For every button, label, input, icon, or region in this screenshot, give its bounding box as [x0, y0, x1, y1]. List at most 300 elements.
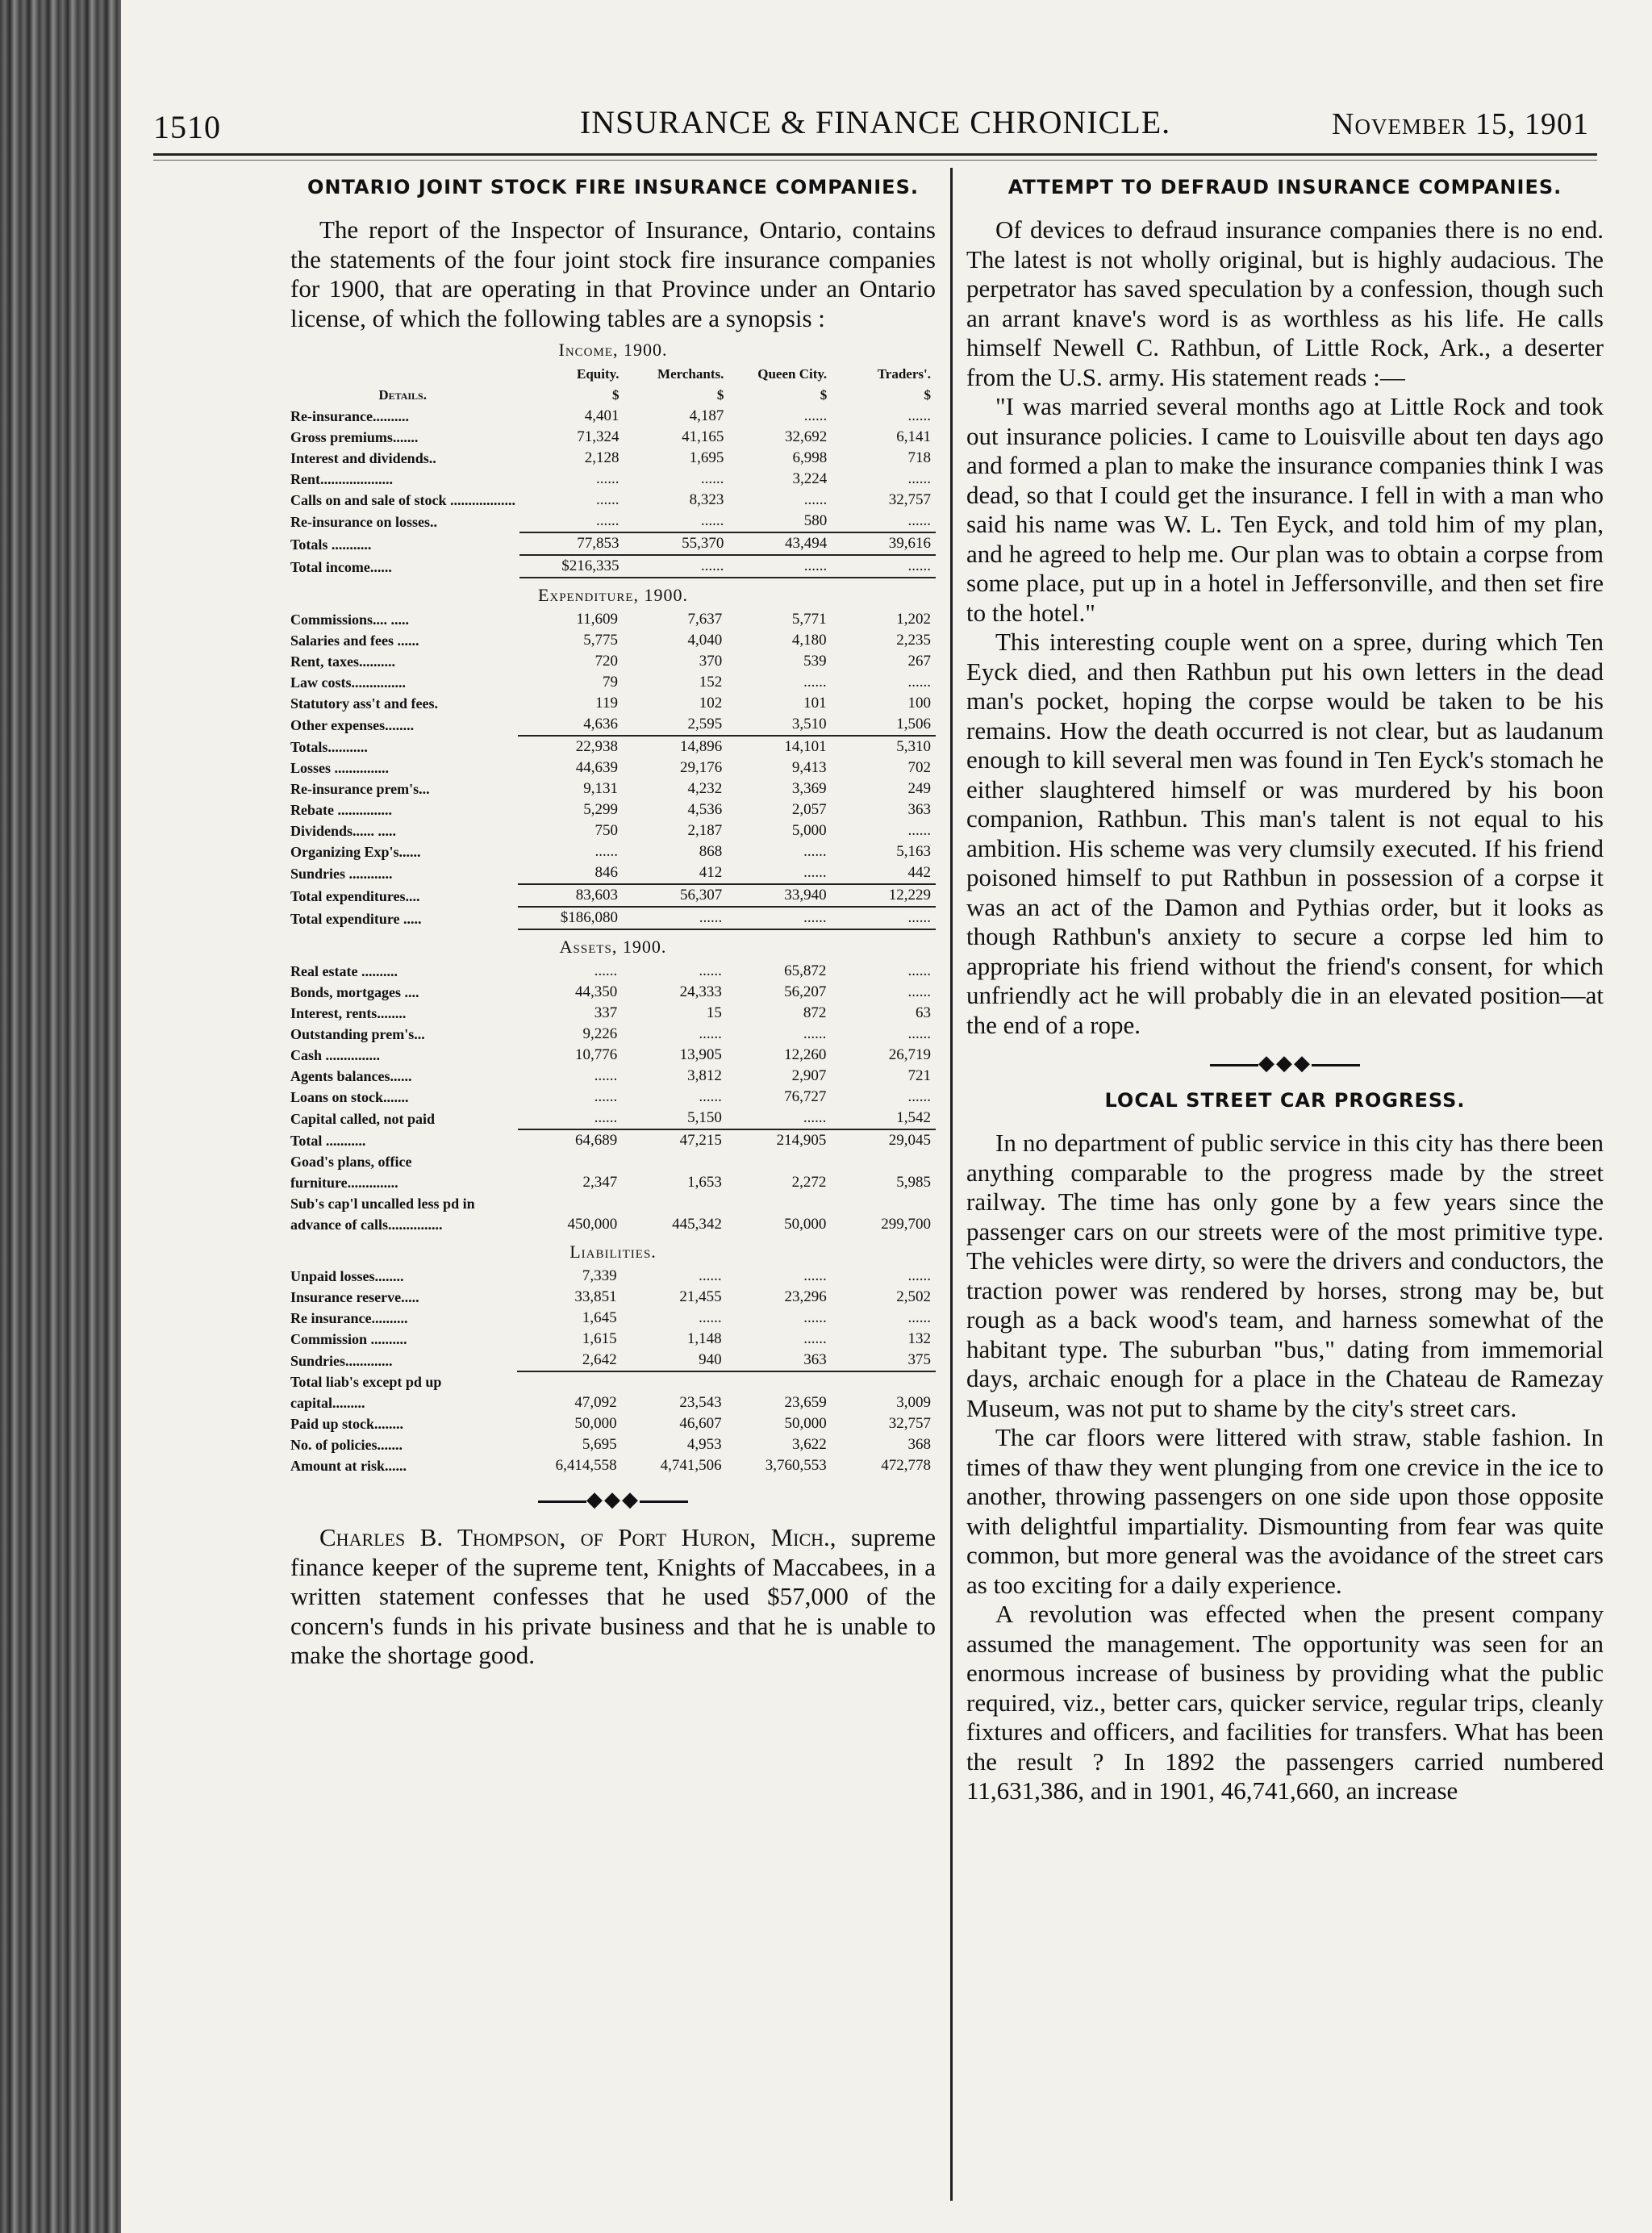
row-label: Organizing Exp's...... — [290, 844, 421, 860]
streetcar-p1: In no department of public service in this city has there been anything comparable to the progress made by the street railway. The time has only gone by a few years since the passenger cars on our streets were of the most primitive type. The vehicles were dirty, so were the drivers and conductors, the traction power was rendered by horses, strong may be, but rough as a back wood's team, and harness somewhat of the habitant type. The suburban "bus," dating from immemorial days, archaic enough for a place in the Chateau de Ramezay Museum, was not put to shame by the city's street cars. — [966, 1129, 1604, 1422]
row-value: 44,639 — [575, 759, 618, 776]
row-value: 6,414,558 — [555, 1457, 617, 1474]
row-label: Agents balances...... — [290, 1068, 412, 1084]
row-value: 5,695 — [582, 1436, 617, 1453]
row-value: 7,637 — [687, 611, 723, 628]
row-value: ...... — [699, 1088, 722, 1105]
row-label: Total income...... — [290, 559, 392, 575]
col-merchants: Merchants. — [657, 366, 724, 382]
row-value: 6,998 — [792, 449, 828, 466]
row-value: 249 — [907, 780, 931, 797]
row-value: ...... — [699, 1025, 722, 1042]
row-value: ...... — [700, 512, 724, 529]
table-row — [290, 907, 936, 929]
income-rows — [290, 406, 936, 532]
ontario-heading: ONTARIO JOINT STOCK FIRE INSURANCE COMPANIES. — [307, 176, 919, 198]
row-label: Paid up stock........ — [290, 1416, 404, 1432]
row-value: 152 — [699, 674, 723, 691]
page-header — [153, 103, 1597, 152]
row-value: 64,689 — [518, 1129, 623, 1151]
expenditure-table — [290, 609, 936, 930]
row-value: ...... — [803, 864, 827, 881]
row-value: 1,615 — [582, 1330, 617, 1347]
row-value: 539 — [803, 653, 827, 670]
table-row — [290, 609, 936, 630]
page-number: 1510 — [153, 109, 221, 145]
row-value: ...... — [803, 491, 828, 508]
row-value: ...... — [907, 1267, 931, 1284]
company-header-row — [290, 364, 936, 385]
table-row — [290, 1329, 936, 1350]
row-value: 5,771 — [791, 611, 827, 628]
row-value: 2,272 — [791, 1174, 827, 1191]
row-value: 299,700 — [881, 1216, 931, 1233]
assets-table — [290, 961, 936, 1235]
row-label: Total expenditure ..... — [290, 911, 422, 927]
row-label: Sundries ............ — [290, 866, 393, 882]
table-row — [290, 862, 936, 884]
table-row — [290, 1266, 936, 1287]
row-value: 14,896 — [623, 736, 727, 758]
row-label: Law costs............... — [290, 674, 406, 691]
table-row — [290, 555, 936, 578]
row-value: 33,940 — [727, 884, 831, 907]
row-value: 445,342 — [672, 1216, 722, 1233]
row-value: 4,953 — [686, 1436, 722, 1453]
row-value: 337 — [594, 1004, 618, 1021]
liabilities-total — [290, 1371, 936, 1413]
col-traders: Traders'. — [877, 366, 931, 382]
row-value: 32,692 — [784, 428, 828, 445]
table-row — [290, 1287, 936, 1308]
row-value: ...... — [803, 843, 827, 860]
row-value: 450,000 — [567, 1216, 618, 1233]
liabilities-table — [290, 1266, 936, 1476]
row-label: Bonds, mortgages .... — [290, 984, 419, 1000]
row-value: ...... — [803, 1267, 827, 1284]
row-value: 846 — [594, 864, 618, 881]
table-row — [290, 490, 936, 511]
row-value: ...... — [832, 907, 936, 929]
row-value: 3,760,553 — [765, 1457, 827, 1474]
row-value: 1,653 — [687, 1174, 722, 1191]
table-row — [290, 982, 936, 1003]
row-value: 1,695 — [689, 449, 724, 466]
table-row — [290, 427, 936, 448]
row-value: 267 — [907, 653, 931, 670]
table-row — [290, 1024, 936, 1045]
ontario-intro: The report of the Inspector of Insurance, Ontario, contains the statements of the four joint stock fire insurance companies for 1900, that are operating in that Province under an Ontario license, of which the following tables are a synopsis : — [290, 215, 936, 332]
row-value: $186,080 — [518, 907, 623, 929]
row-value: 4,636 — [583, 716, 618, 733]
row-value: 102 — [699, 695, 723, 712]
row-value: ...... — [907, 512, 931, 529]
row-value: 13,905 — [679, 1046, 722, 1063]
row-value: 43,494 — [728, 532, 832, 555]
row-value: ...... — [907, 470, 931, 487]
row-value: 50,000 — [574, 1415, 617, 1432]
row-value: 5,150 — [687, 1109, 722, 1126]
row-value: ...... — [803, 674, 827, 691]
row-value: ...... — [803, 407, 828, 424]
row-value: ...... — [907, 1025, 931, 1042]
row-value: ...... — [595, 491, 620, 508]
row-value: 79 — [602, 674, 618, 691]
table-row — [290, 714, 936, 736]
row-value: 21,455 — [679, 1288, 722, 1305]
row-value: 12,260 — [784, 1046, 827, 1063]
assets-rows-2 — [290, 1151, 936, 1235]
table-row — [290, 630, 936, 651]
row-value: 2,642 — [582, 1351, 617, 1368]
row-value: ...... — [728, 555, 832, 578]
row-label: No. of policies....... — [290, 1437, 403, 1453]
row-value: 1,202 — [896, 611, 931, 628]
table-row — [290, 778, 936, 799]
row-value: 12,229 — [832, 884, 936, 907]
row-value: 11,609 — [576, 611, 618, 628]
row-value: 26,719 — [888, 1046, 931, 1063]
row-value: 370 — [699, 653, 723, 670]
row-label: Outstanding prem's... — [290, 1026, 425, 1042]
row-value: 2,187 — [687, 822, 723, 839]
table-row — [290, 448, 936, 469]
row-label: Re-insurance prem's... — [290, 781, 430, 797]
row-value: 33,851 — [574, 1288, 617, 1305]
row-value: 214,905 — [727, 1129, 832, 1151]
row-value: 4,536 — [687, 801, 723, 818]
row-label: Re-insurance.......... — [290, 408, 409, 424]
expenditure-rows-2 — [290, 758, 936, 884]
row-label: Capital called, not paid — [290, 1111, 436, 1127]
income-totals — [290, 532, 936, 555]
table-row — [290, 1413, 936, 1434]
row-value: ...... — [907, 983, 931, 1000]
currency-sign: $ — [716, 387, 724, 403]
row-value: 56,207 — [784, 983, 827, 1000]
row-value: 442 — [907, 864, 931, 881]
row-label: Interest, rents........ — [290, 1005, 407, 1021]
table-row — [290, 1350, 936, 1371]
row-value: 868 — [699, 843, 723, 860]
streetcar-heading: LOCAL STREET CAR PROGRESS. — [1104, 1089, 1466, 1112]
assets-rows — [290, 961, 936, 1129]
header-rule — [153, 153, 1597, 156]
row-label: Re insurance.......... — [290, 1310, 408, 1326]
section-ornament: ◆◆◆ — [966, 1051, 1604, 1075]
row-value: 1,148 — [686, 1330, 722, 1347]
table-row — [290, 1003, 936, 1024]
row-value: 4,180 — [791, 632, 827, 649]
currency-sign: $ — [924, 387, 931, 403]
row-value: 65,872 — [784, 962, 827, 979]
table-row — [290, 1151, 936, 1193]
currency-header-row — [290, 385, 936, 406]
row-value: ...... — [594, 1088, 618, 1105]
total-income — [290, 555, 936, 578]
row-label: Insurance reserve..... — [290, 1289, 419, 1305]
row-value: 1,542 — [896, 1109, 931, 1126]
row-value: 44,350 — [575, 983, 618, 1000]
table-row — [290, 532, 936, 555]
streetcar-p2: The car floors were littered with straw, stable fashion. In times of thaw they went plunging from one crevice in the ice to another, throwing passengers on one side upon those opposite with delightful impartiality. Dismounting from fear was quite common, but more general was the avoidance of the street cars as too exciting for a daily experience. — [966, 1423, 1604, 1599]
row-value: ...... — [624, 555, 728, 578]
row-value: 39,616 — [832, 532, 936, 555]
row-value: 363 — [907, 801, 931, 818]
row-value: ...... — [803, 1025, 827, 1042]
row-label: Total expenditures.... — [290, 888, 420, 904]
row-value: 56,307 — [623, 884, 727, 907]
row-value: ...... — [595, 470, 620, 487]
row-value: 5,310 — [832, 736, 936, 758]
row-value: 71,324 — [577, 428, 620, 445]
row-value: 32,757 — [888, 491, 931, 508]
thompson-lead: Charles B. Thompson, of Port Huron, Mich., — [319, 1523, 836, 1551]
currency-sign: $ — [820, 387, 828, 403]
row-value: ...... — [699, 1267, 722, 1284]
row-value: 14,101 — [727, 736, 831, 758]
row-value: ...... — [727, 907, 831, 929]
row-value: 375 — [907, 1351, 931, 1368]
assets-total — [290, 1129, 936, 1151]
row-value: 22,938 — [518, 736, 623, 758]
row-value: 29,045 — [831, 1129, 936, 1151]
table-row — [290, 820, 936, 841]
table-row — [290, 884, 936, 907]
row-value: 9,226 — [582, 1025, 618, 1042]
row-label: Real estate .......... — [290, 963, 398, 979]
right-column — [966, 173, 1604, 1806]
row-value: 55,370 — [624, 532, 728, 555]
row-value: 3,224 — [792, 470, 828, 487]
row-value: ...... — [594, 843, 618, 860]
defraud-heading: ATTEMPT TO DEFRAUD INSURANCE COMPANIES. — [1007, 176, 1562, 198]
table-row — [290, 1193, 936, 1235]
row-label: Loans on stock....... — [290, 1089, 409, 1105]
table-row — [290, 1108, 936, 1129]
row-label: Re-insurance on losses.. — [290, 514, 438, 530]
row-value: 940 — [699, 1351, 722, 1368]
row-value: 4,741,506 — [660, 1457, 722, 1474]
row-value: 2,235 — [896, 632, 931, 649]
table-row — [290, 841, 936, 862]
row-value: 872 — [803, 1004, 827, 1021]
row-label: Losses ............... — [290, 760, 390, 776]
table-row — [290, 736, 936, 758]
row-label: Unpaid losses........ — [290, 1268, 404, 1284]
row-value: 580 — [803, 512, 828, 529]
row-value: 101 — [803, 695, 827, 712]
row-value: 9,413 — [791, 759, 827, 776]
row-label: Amount at risk...... — [290, 1458, 407, 1474]
row-value: ...... — [699, 962, 722, 979]
row-label: Statutory ass't and fees. — [290, 695, 438, 712]
page-date: November 15, 1901 — [1332, 107, 1589, 141]
row-value: 46,607 — [679, 1415, 722, 1432]
row-value: 718 — [907, 449, 931, 466]
row-value: ...... — [907, 1309, 931, 1326]
book-spine — [0, 0, 121, 2233]
table-row — [290, 672, 936, 693]
row-value: 3,510 — [791, 716, 827, 733]
row-value: 10,776 — [575, 1046, 618, 1063]
row-value: ...... — [832, 555, 936, 578]
row-label: Cash ............... — [290, 1047, 381, 1063]
row-value: 100 — [907, 695, 931, 712]
table-row — [290, 1308, 936, 1329]
row-value: 721 — [907, 1067, 931, 1084]
row-value: 5,299 — [583, 801, 618, 818]
row-value: 23,659 — [727, 1371, 832, 1413]
thompson-paragraph — [290, 1523, 936, 1671]
table-row — [290, 758, 936, 778]
row-value: 4,040 — [687, 632, 723, 649]
row-label: Sundries............. — [290, 1353, 393, 1369]
row-value: ...... — [594, 1067, 618, 1084]
row-value: ...... — [595, 512, 620, 529]
page-title: INSURANCE & FINANCE CHRONICLE. — [579, 104, 1171, 140]
row-value: 2,347 — [582, 1174, 618, 1191]
income-title: Income, 1900. — [558, 340, 668, 360]
row-value: 83,603 — [518, 884, 623, 907]
table-row — [290, 1434, 936, 1455]
row-value: 50,000 — [784, 1216, 827, 1233]
row-value: 41,165 — [682, 428, 724, 445]
row-value: ...... — [594, 962, 618, 979]
row-value: 5,000 — [791, 822, 827, 839]
row-value: 2,128 — [584, 449, 620, 466]
total-expenditure — [290, 907, 936, 929]
table-row — [290, 469, 936, 490]
row-value: 1,506 — [896, 716, 931, 733]
row-value: 5,775 — [583, 632, 618, 649]
row-value: 132 — [907, 1330, 931, 1347]
expenditure-rows — [290, 609, 936, 736]
row-value: 2,502 — [896, 1288, 931, 1305]
col-queen-city: Queen City. — [757, 366, 828, 382]
row-value: 702 — [907, 759, 931, 776]
row-value: 8,323 — [689, 491, 724, 508]
row-label: Rent.................... — [290, 471, 393, 487]
row-value: $216,335 — [519, 555, 624, 578]
row-label: Calls on and sale of stock .................. — [290, 492, 516, 508]
header-rule-thin — [153, 160, 1597, 161]
row-label: Commissions.... ..... — [290, 611, 410, 628]
total-expenditures — [290, 884, 936, 907]
row-value: ...... — [907, 962, 931, 979]
row-label: Other expenses........ — [290, 717, 415, 733]
row-value: 29,176 — [680, 759, 723, 776]
table-row — [290, 651, 936, 672]
row-value: 32,757 — [888, 1415, 931, 1432]
row-value: 50,000 — [784, 1415, 827, 1432]
row-value: 24,333 — [679, 983, 722, 1000]
row-value: 4,232 — [687, 780, 723, 797]
table-row — [290, 1129, 936, 1151]
column-divider — [950, 168, 953, 2201]
row-value: 3,369 — [791, 780, 827, 797]
table-row — [290, 1371, 936, 1413]
defraud-p1: Of devices to defraud insurance companies there is no end. The latest is not wholly original, but is highly audacious. The perpetrator has saved speculation by a confession, though such an arrant knave's word is as worthless as his life. He calls himself Newell C. Rathbun, of Little Rock, Ark., a deserter from the U.S. army. His statement reads :— — [966, 215, 1604, 391]
row-value: ...... — [907, 822, 931, 839]
row-value: 1,645 — [582, 1309, 617, 1326]
row-label: Rebate ............... — [290, 802, 392, 818]
section-ornament: ◆◆◆ — [290, 1488, 936, 1512]
row-value: 4,401 — [584, 407, 620, 424]
row-value: 63 — [916, 1004, 931, 1021]
row-value: 9,131 — [583, 780, 618, 797]
currency-sign: $ — [611, 387, 620, 403]
row-value: 2,057 — [791, 801, 827, 818]
row-value: 363 — [803, 1351, 827, 1368]
table-row — [290, 693, 936, 714]
row-value: 47,092 — [517, 1371, 622, 1413]
row-value: 23,543 — [622, 1371, 727, 1413]
row-value: 15 — [706, 1004, 722, 1021]
row-label: Commission .......... — [290, 1331, 407, 1347]
liabilities-title: Liabilities. — [569, 1242, 657, 1262]
table-row — [290, 406, 936, 427]
thompson-text: supreme finance keeper of the supreme tent, Knights of Maccabees, in a written statement confesses that he used $57,000 of the concern's funds in his private business and that he is unable to make the shortage good. — [290, 1523, 937, 1669]
row-label: Total liab's except pd up capital......... — [290, 1374, 442, 1411]
liabilities-rows — [290, 1266, 936, 1371]
income-table — [290, 364, 936, 578]
row-value: 720 — [594, 653, 618, 670]
row-label: Total ........... — [290, 1133, 366, 1149]
row-label: Goad's plans, office furniture.............. — [290, 1154, 412, 1191]
row-value: 750 — [594, 822, 618, 839]
streetcar-p3: A revolution was effected when the present company assumed the management. The opportunity was seen for an enormous increase of business by providing what the public required, viz., better cars, quicker service, regular trips, cleanly fixtures and officers, and facilities for transfers. What has been the result ? In 1892 the passengers carried numbered 11,631,386, and in 1901, 46,741,660, an increase — [966, 1600, 1604, 1805]
defraud-p3: This interesting couple went on a spree, during which Ten Eyck died, and then Rathbun put his own letters in the dead man's pocket, hoping the corpse would be taken to be his remains. How the death occurred is not clear, but as laudanum enough to kill several men was found in Ten Eyck's stomach he either slaughtered himself or was murdered by his boon companion, Rathbun. This man's talent is not equal to his ambition. His scheme was very clumsily executed. If his friend poisoned himself to put Rathbun in possession of a corpse it was an act of the Damon and Pythias order, but it looks as though Rathbun's anxiety to secure a corpse led him to appropriate his friend without the friend's consent, for which unfriendly act he will probably die in an elevated position—at the end of a rope. — [966, 628, 1604, 1039]
row-value: 2,907 — [791, 1067, 827, 1084]
table-row — [290, 799, 936, 820]
row-value: ...... — [907, 1088, 931, 1105]
row-label: Rent, taxes.......... — [290, 653, 395, 670]
assets-title: Assets, 1900. — [559, 937, 667, 957]
table-row — [290, 1455, 936, 1476]
row-value: 76,727 — [784, 1088, 827, 1105]
row-label: Salaries and fees ...... — [290, 632, 419, 649]
row-value: 3,812 — [687, 1067, 722, 1084]
row-value: 472,778 — [881, 1457, 931, 1474]
row-value: 47,215 — [622, 1129, 727, 1151]
row-label: Totals ........... — [290, 536, 372, 553]
col-equity: Equity. — [577, 366, 620, 382]
row-value: ...... — [803, 1109, 827, 1126]
table-row — [290, 1087, 936, 1108]
row-label: Sub's cap'l uncalled less pd in advance of calls............... — [290, 1196, 475, 1233]
row-value: 2,595 — [687, 716, 723, 733]
table-row — [290, 961, 936, 982]
row-value: 3,622 — [791, 1436, 827, 1453]
row-value: 23,296 — [784, 1288, 827, 1305]
row-label: Interest and dividends.. — [290, 450, 436, 466]
row-value: 5,985 — [896, 1174, 931, 1191]
table-row — [290, 1045, 936, 1066]
row-value: ...... — [700, 470, 724, 487]
row-label: Totals........... — [290, 739, 368, 755]
row-value: ...... — [699, 1309, 722, 1326]
row-value: 6,141 — [896, 428, 931, 445]
row-label: Dividends...... ..... — [290, 823, 397, 839]
left-column — [290, 173, 936, 1671]
row-value: ...... — [907, 407, 931, 424]
row-value: ...... — [803, 1309, 827, 1326]
row-value: 368 — [907, 1436, 931, 1453]
final-rows — [290, 1413, 936, 1476]
row-label: Gross premiums....... — [290, 429, 419, 445]
row-value: 77,853 — [519, 532, 624, 555]
